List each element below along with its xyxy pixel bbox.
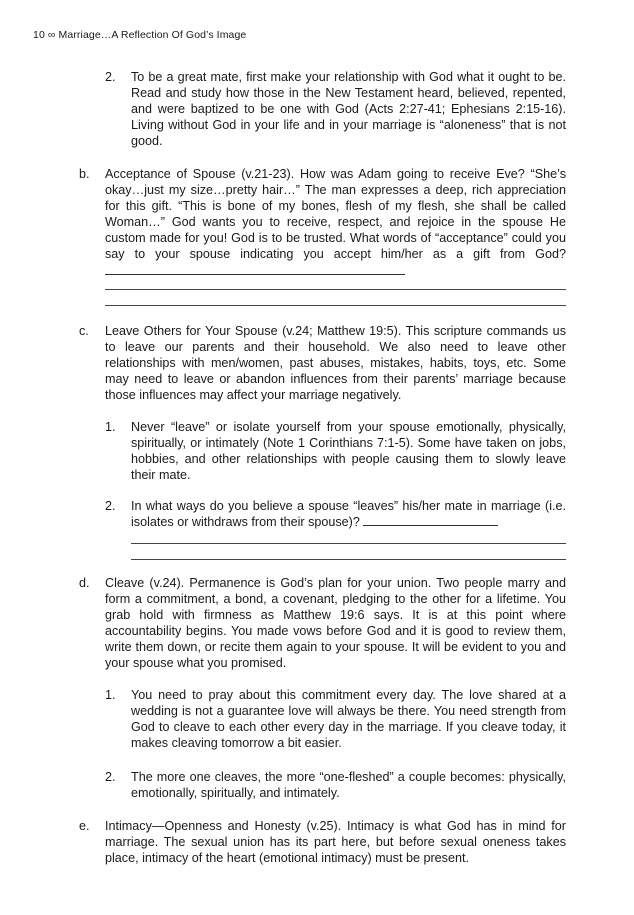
list-marker: d. [79,576,90,590]
list-marker: 2. [105,499,116,513]
answer-blank[interactable] [363,514,498,526]
paragraph-text: To be a great mate, first make your relationship with God what it ought to be. Read and study how those in the New Testament heard, believed, repented, and were baptized to be one with God (Acts 2:27-41; Ephesians 2:15-16). Living without God in your life and in your marriage is “aloneness” that is not good. [131,70,566,149]
list-item-d1 [105,687,566,751]
paragraph-text: Leave Others for Your Spouse (v.24; Matthew 19:5). This scripture commands us to leave our parents and their household. We also need to leave other relationships with men/women, past abuses, mistakes, habits, toys, etc. Some may need to leave or abandon influences from their parents’ marriage because those influences may affect your marriage negatively. [105,324,566,403]
paragraph-text: Acceptance of Spouse (v.21-23). How was Adam going to receive Eve? “She’s okay…just my size…pretty hair…” The man expresses a deep, rich appreciation for this gift. “This is bone of my bones, flesh of my flesh, she shall be called Woman…” God wants you to receive, respect, and rejoice in the spouse He custom made for you! God is to be trusted. What words of “acceptance” could you say to your spouse indicating you accept him/her as a gift from God? [105,167,566,262]
page-number: 10 [33,29,45,41]
paragraph-text: You need to pray about this commitment every day. The love shared at a wedding is not a guarantee love will always be there. You need strength from God to cleave to each other every day in the marriage. If you cleave today, it makes cleaving tomorrow a bit easier. [131,688,566,751]
paragraph-text: In what ways do you believe a spouse “leaves” his/her mate in marriage (i.e. isolates or withdraws from their spouse)? [131,499,566,530]
paragraph-text: Never “leave” or isolate yourself from your spouse emotionally, physically, spiritually, or intimately (Note 1 Corinthians 7:1-5). Some have taken on jobs, hobbies, and other relationships with people causing them to slowly leave their mate. [131,420,566,483]
paragraph-text: The more one cleaves, the more “one-fleshed” a couple becomes: physically, emotionally, spiritually, and intimately. [131,770,566,801]
list-item-e [79,818,566,866]
running-header [33,29,246,41]
list-item-d [79,575,566,672]
list-item-a2 [105,69,566,149]
answer-line[interactable] [131,559,566,560]
list-marker: 2. [105,70,116,84]
list-marker: e. [79,819,90,833]
list-item-c2 [105,498,566,530]
list-marker: 2. [105,770,116,784]
list-marker: 1. [105,420,116,434]
list-marker: 1. [105,688,116,702]
paragraph-block [105,166,566,279]
list-item-c [79,323,566,403]
list-item-c1 [105,419,566,483]
list-item-b [79,166,566,279]
answer-blank[interactable] [105,263,405,275]
list-marker: b. [79,167,90,181]
paragraph-text: Intimacy—Openness and Honesty (v.25). Intimacy is what God has in mind for marriage. The sexual union has its part here, but before sexual oneness takes place, intimacy of the heart (emotional intimacy) must be present. [105,819,566,866]
answer-line[interactable] [131,543,566,544]
answer-line[interactable] [105,305,566,306]
infinity-separator-icon: ∞ [47,29,56,41]
list-item-d2 [105,769,566,801]
answer-line[interactable] [105,289,566,290]
paragraph-block [131,498,566,530]
list-marker: c. [79,324,89,338]
paragraph-text: Cleave (v.24). Permanence is God’s plan for your union. Two people marry and form a commitment, a bond, a covenant, pledging to the other for a lifetime. You grab hold with firmness as Matthew 19:6 says. It is at this point where accountability begins. You made vows before God and it is good to review them, write them down, or recite them again to your spouse. It will be evident to you and your spouse what you promised. [105,576,566,671]
running-title: Marriage…A Reflection Of God’s Image [58,29,247,41]
